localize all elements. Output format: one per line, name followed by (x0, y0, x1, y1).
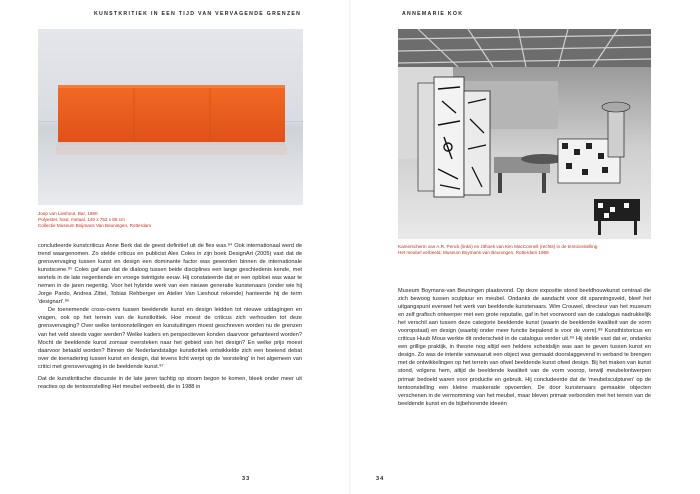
caption-line: Kamerscherm van A.R. Penck (links) en zithoek van Kim MacConnell (rechts) in de tentoonstelling (398, 244, 598, 249)
caption-line: Joep van Lieshout, Bar, 1990 (38, 211, 98, 216)
page-number-right: 34 (376, 476, 385, 482)
bar-photo (38, 29, 303, 205)
paragraph: De toenemende cross-overs tussen beeldende kunst en design leidden tot nieuwe uitdagingen en vragen, ook op het terrein van de kunstkritiek. Hoe moest de criticus zich verhouden tot deze grensvervaging? Over welke tentoonstellingen en kunstuitingen moest geschreven worden nu de grenzen van het veld steeds vager werden? Welke kaders en perspectieven konden daarvoor gehanteerd worden? Mocht de beeldende kunst zomaar oversteken naar het gebied van het design? En welke prijs moest daarvoor betaald worden? Binnen de Nederlandstalige kunstkritiek ontwikkelde zich een boeiend debat over de toenadering tussen kunst en design, dat tevens licht werpt op de 'worsteling' in het algemeen van critici met grensvervaging in de beeldende kunst.⁸⁷ (38, 307, 302, 370)
running-head-left: KUNSTKRITIEK IN EEN TIJD VAN VERVAGENDE GRENZEN (94, 11, 302, 17)
page-number-left: 33 (242, 476, 251, 482)
caption-line: Het meubel verbeeld, Museum Boymans-van Beuningen, Rotterdam 1988 (398, 249, 549, 255)
penck-screen (418, 77, 490, 197)
bar-photo-image (38, 29, 303, 205)
exhibition-photo-image (398, 29, 651, 239)
paragraph: concludeerde kunstcriticus Anne Berk dat de geest definitief uit de fles was.⁸⁴ Ook internationaal werd de trend waargenomen. Zo stelde criticus en publicist Alex Coles in zijn boek DesignArt (2005) vast dat de grensvervaging tussen kunst en design een dominante factor was geworden binnen de internationale kunstscene.⁸⁵ Coles gaf aan dat de dialoog tussen beide disciplines een lange geschiedenis kende, met wortels in de late negentiende en vroege twintigste eeuw. Hij constateerde dat er een opbloei was waar te nemen in de jaren negentig. Voor het hybride werk van een nieuwe generatie kunstenaars (onder wie hij Jorge Pardo, Andrea Zittel, Tobias Rehberger en Atelier Van Lieshout rekende) hanteerde hij de term 'designart'.⁸⁶ (38, 243, 302, 306)
caption-line: Collectie Museum Boijmans Van Beuningen, Rotterdam (38, 222, 152, 228)
caption-line: Polyester, hout, metaal, 149 x 752 x 85 cm (38, 216, 125, 222)
exhibition-photo (398, 29, 651, 239)
paragraph: Museum Boymans-van Beuningen plaatsvond. Op deze expositie stond beeldhouwkunst centraal die zich bewoog tussen sculptuur en meubel. Ondanks de aandacht voor dit spanningsveld, bleef het uitgangspunt evenwel het werk van beeldende kunstenaars. Wim Crouwel, directeur van het museum en zelf grafisch ontwerper met een grote reputatie, gaf in het voorwoord van de catalogus nadrukkelijk het verschil aan tussen deze categorie beeldende kunst (waarin de beeldende kwaliteit van de vorm vooropstaat) en design (waarbij onder meer functie bepalend is voor de vorm).⁸⁸ Kunsthistoricus en criticus Huub Mous werkte dit onderscheid in de catalogus verder uit.⁸⁹ Hij stelde vast dat er, ondanks een grillige praktijk, in theorie nog altijd een heldere scheidslijn was aan te geven tussen kunst en design. Zo was de intentie vanwaaruit een object was gemaakt doorslaggevend in verband te brengen met de ontwikkelingen op het terrein van ofwel beeldende kunst ofwel design. Bij het maken van kunst stond, volgens hem, altijd de beeldende kwaliteit van de vorm voorop, terwijl meubelontwerpen primair bedoeld waren voor productie en gebruik. Hij concludeerde dat de 'meubelsculpturen' op de tentoonstelling een kleine maskerade opvoerden. De door kunstenaars gemaakte objecten verschenen in de vermomming van het meubel, maar bleven primair verbonden met het terrein van de beeldende kunst en de bijbehorende ideeën (398, 288, 651, 407)
running-head-right: ANNEMARIE KOK (402, 11, 464, 17)
figure-caption-left (38, 211, 151, 228)
body-text-right (398, 287, 651, 408)
paragraph: Dat de kunstkritische discussie in de late jaren tachtig op stoom begon te komen, bleek onder meer uit reacties op de tentoonstelling Het meubel verbeeld, die in 1988 in (38, 375, 302, 390)
right-page (350, 0, 700, 494)
body-text-left (38, 242, 302, 391)
figure-caption-right (398, 244, 597, 256)
